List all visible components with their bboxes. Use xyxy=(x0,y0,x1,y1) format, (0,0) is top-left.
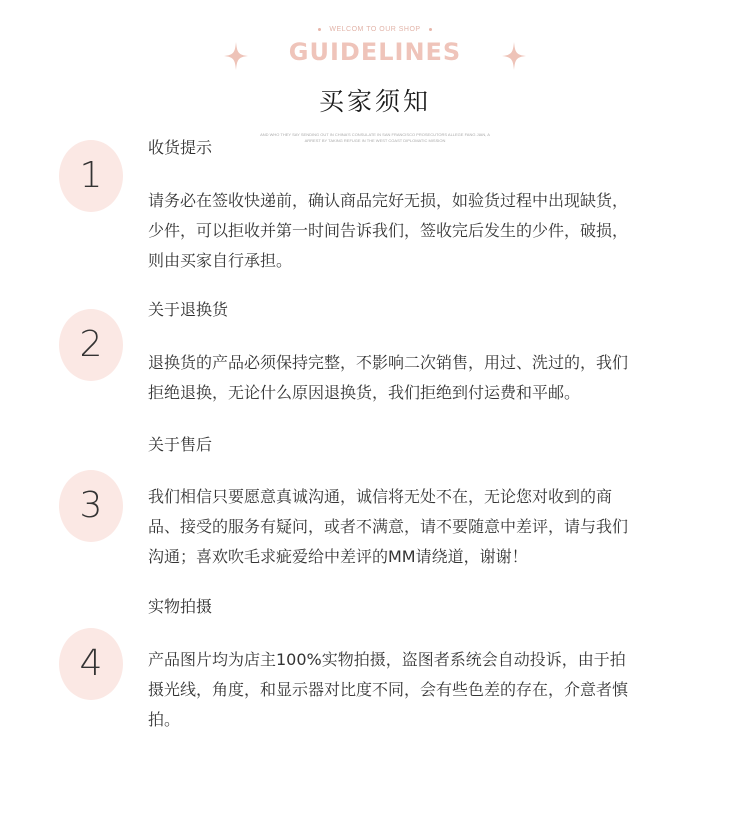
section-body xyxy=(148,186,693,276)
section-title: 收货提示 xyxy=(148,138,213,157)
section-body xyxy=(148,645,693,735)
number-badge: 3 xyxy=(59,470,123,542)
body-line: 拒绝退换，无论什么原因退换货，我们拒绝到付运费和平邮。 xyxy=(148,383,581,402)
welcome-label: WELCOM TO OUR SHOP xyxy=(329,26,421,33)
body-line: 拍。 xyxy=(148,710,181,729)
dot-decoration xyxy=(318,28,321,31)
welcome-text xyxy=(0,26,750,33)
fine-print xyxy=(0,132,750,144)
number-badge: 1 xyxy=(59,140,123,212)
guidelines-title: GUIDELINES xyxy=(288,38,462,66)
section-title: 关于售后 xyxy=(148,435,213,454)
body-line: 摄光线，角度，和显示器对比度不同，会有些色差的存在，介意者慎 xyxy=(148,680,629,699)
fine-print-line: AND WHO THEY SAY SENDING OUT IN CHINA'S CONSULATE IN SAN FRANCISCO PROSECUTORS ALLEGE FANG JIAN, A xyxy=(260,132,490,137)
fine-print-line: ARREST BY TAKING REFUGE IN THE WEST COAST DIPLOMATIC MISSION xyxy=(304,138,446,143)
header xyxy=(0,0,750,150)
number-badge: 2 xyxy=(59,309,123,381)
sparkle-icon xyxy=(502,42,526,70)
sparkle-icon xyxy=(224,42,248,70)
section-title: 关于退换货 xyxy=(148,300,229,319)
body-line: 产品图片均为店主100%实物拍摄，盗图者系统会自动投诉，由于拍 xyxy=(148,650,626,669)
body-line: 请务必在签收快递前，确认商品完好无损，如验货过程中出现缺货， xyxy=(148,191,629,210)
page-title: 买家须知 xyxy=(318,87,431,116)
dot-decoration xyxy=(429,28,432,31)
body-line: 则由买家自行承担。 xyxy=(148,251,293,270)
body-line: 我们相信只要愿意真诚沟通，诚信将无处不在，无论您对收到的商 xyxy=(148,487,613,506)
section-body xyxy=(148,348,693,408)
number-badge: 4 xyxy=(59,628,123,700)
body-line: 退换货的产品必须保持完整，不影响二次销售，用过、洗过的，我们 xyxy=(148,353,629,372)
body-line: 少件，可以拒收并第一时间告诉我们，签收完后发生的少件，破损， xyxy=(148,221,629,240)
body-line: 沟通；喜欢吹毛求疵爱给中差评的MM请绕道，谢谢！ xyxy=(148,547,528,566)
section-title: 实物拍摄 xyxy=(148,597,213,616)
section-body xyxy=(148,482,693,572)
body-line: 品、接受的服务有疑问，或者不满意，请不要随意中差评，请与我们 xyxy=(148,517,629,536)
